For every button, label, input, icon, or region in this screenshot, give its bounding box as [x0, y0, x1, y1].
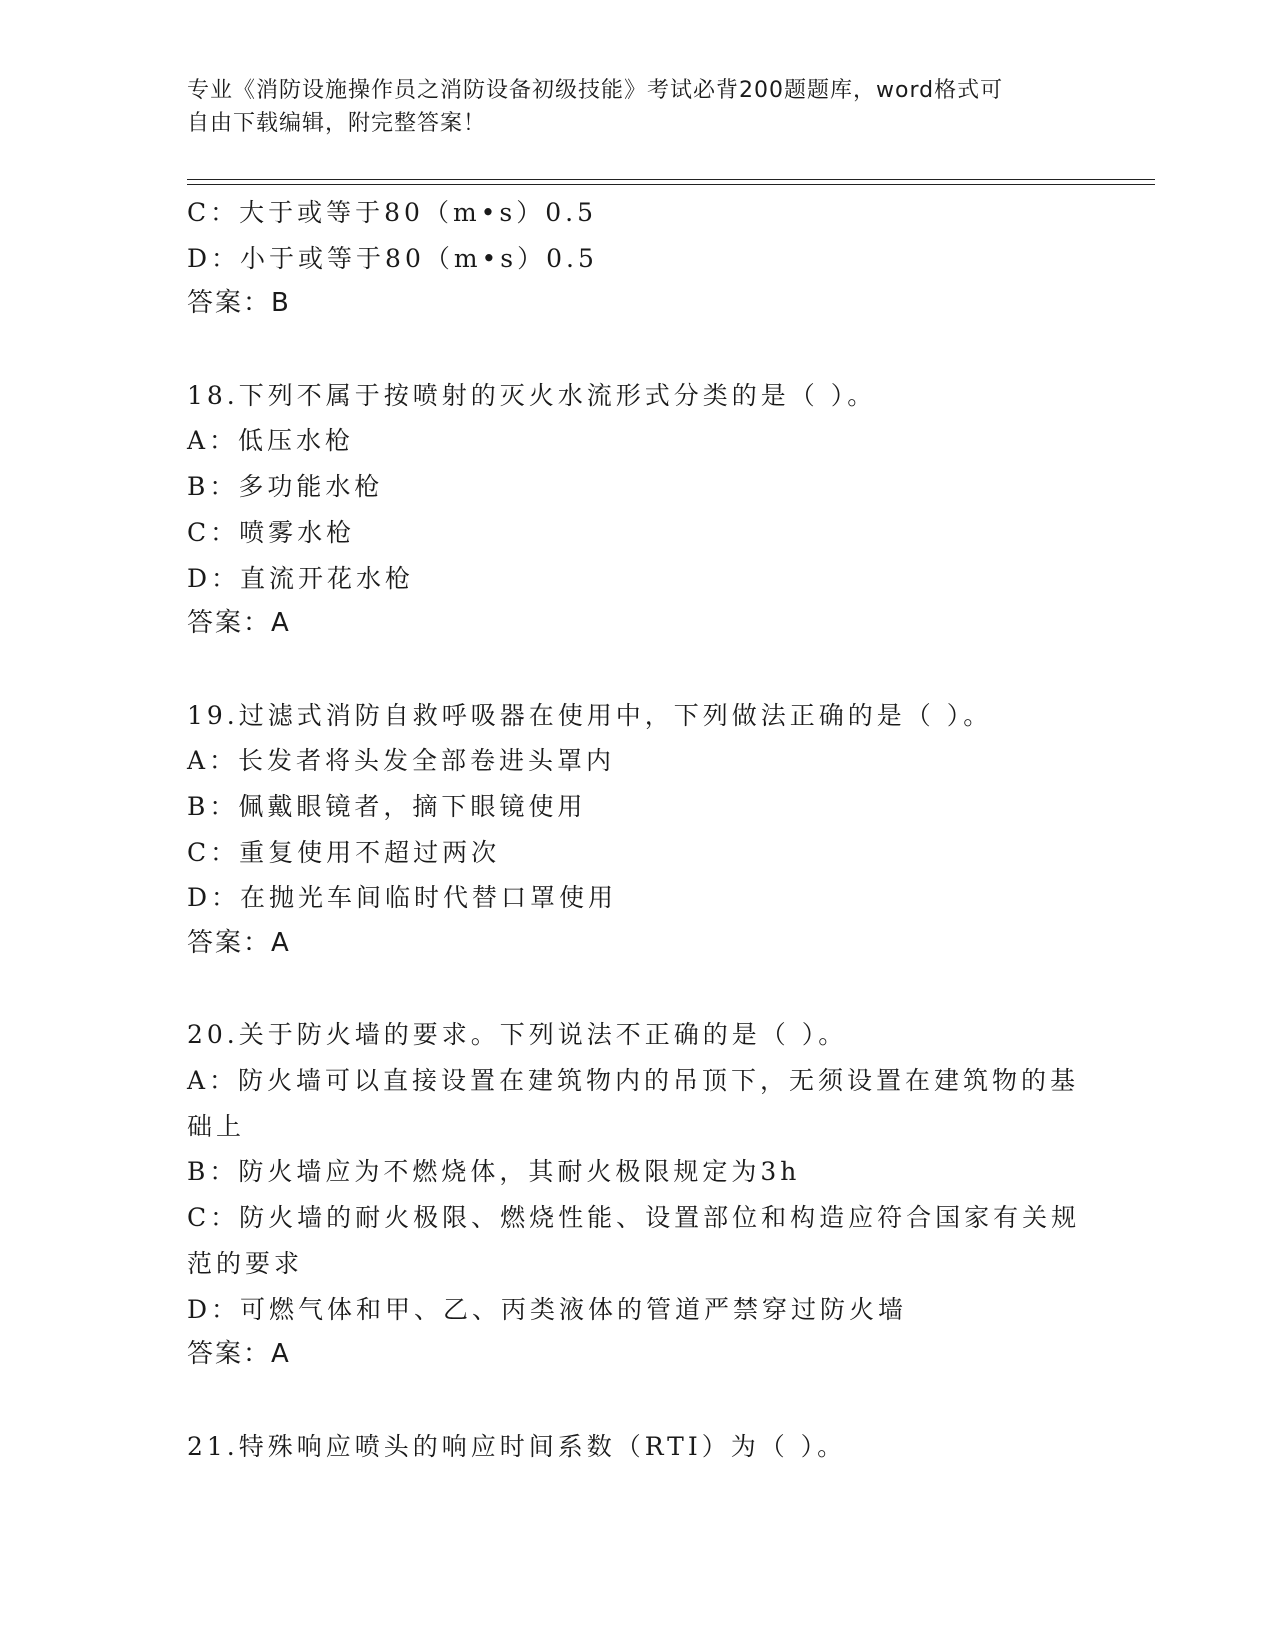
- option-a: A：低压水枪: [187, 426, 355, 456]
- option-a: A：长发者将头发全部卷进头罩内: [187, 746, 616, 776]
- question-text: 19.过滤式消防自救呼吸器在使用中，下列做法正确的是（ ）。: [187, 700, 993, 730]
- option-b: B：多功能水枪: [187, 472, 384, 502]
- spacer: [187, 327, 1087, 373]
- question-block-17-partial: [187, 190, 1087, 327]
- header-line-1: 专业《消防设施操作员之消防设备初级技能》考试必背200题题库，word格式可: [187, 78, 1004, 103]
- spacer: [187, 1378, 1087, 1424]
- option-a-continued: 础上: [187, 1111, 246, 1141]
- option-b: B：防火墙应为不燃烧体，其耐火极限规定为3h: [187, 1157, 801, 1187]
- spacer: [187, 967, 1087, 1013]
- question-list: [187, 190, 1087, 1469]
- option-a: A：防火墙可以直接设置在建筑物内的吊顶下，无须设置在建筑物的基: [187, 1066, 1080, 1096]
- option-c-continued: 范的要求: [187, 1248, 304, 1278]
- question-text: 20.关于防火墙的要求。下列说法不正确的是（ ）。: [187, 1020, 848, 1050]
- option-d: D：直流开花水枪: [187, 563, 415, 593]
- option-c: C：防火墙的耐火极限、燃烧性能、设置部位和构造应符合国家有关规: [187, 1203, 1081, 1233]
- option-c: C：重复使用不超过两次: [187, 837, 501, 867]
- answer-line: 答案：A: [187, 928, 291, 958]
- option-b: B：佩戴眼镜者，摘下眼镜使用: [187, 791, 587, 821]
- answer-line: 答案：A: [187, 1339, 291, 1370]
- spacer: [187, 647, 1087, 693]
- option-d: D：可燃气体和甲、乙、丙类液体的管道严禁穿过防火墙: [187, 1294, 908, 1324]
- option-d: D：在抛光车间临时代替口罩使用: [187, 883, 618, 913]
- header-divider-top: [187, 179, 1155, 180]
- header-line-2: 自由下载编辑，附完整答案！: [187, 111, 487, 136]
- question-text: 18.下列不属于按喷射的灭火水流形式分类的是（ ）。: [187, 380, 877, 410]
- header-divider-bottom: [187, 184, 1155, 185]
- document-header: [187, 74, 1067, 140]
- answer-line: 答案：A: [187, 608, 291, 639]
- answer-line: 答案：B: [187, 288, 291, 319]
- question-block-18: [187, 373, 1087, 647]
- question-text: 21.特殊响应喷头的响应时间系数（RTI）为（ ）。: [187, 1431, 847, 1461]
- option-c: C：大于或等于80（m•s）0.5: [187, 198, 597, 227]
- question-block-19: [187, 693, 1087, 967]
- option-c: C：喷雾水枪: [187, 517, 356, 547]
- question-block-20: [187, 1012, 1087, 1378]
- question-block-21: [187, 1424, 1087, 1470]
- option-d: D：小于或等于80（m•s）0.5: [187, 243, 598, 273]
